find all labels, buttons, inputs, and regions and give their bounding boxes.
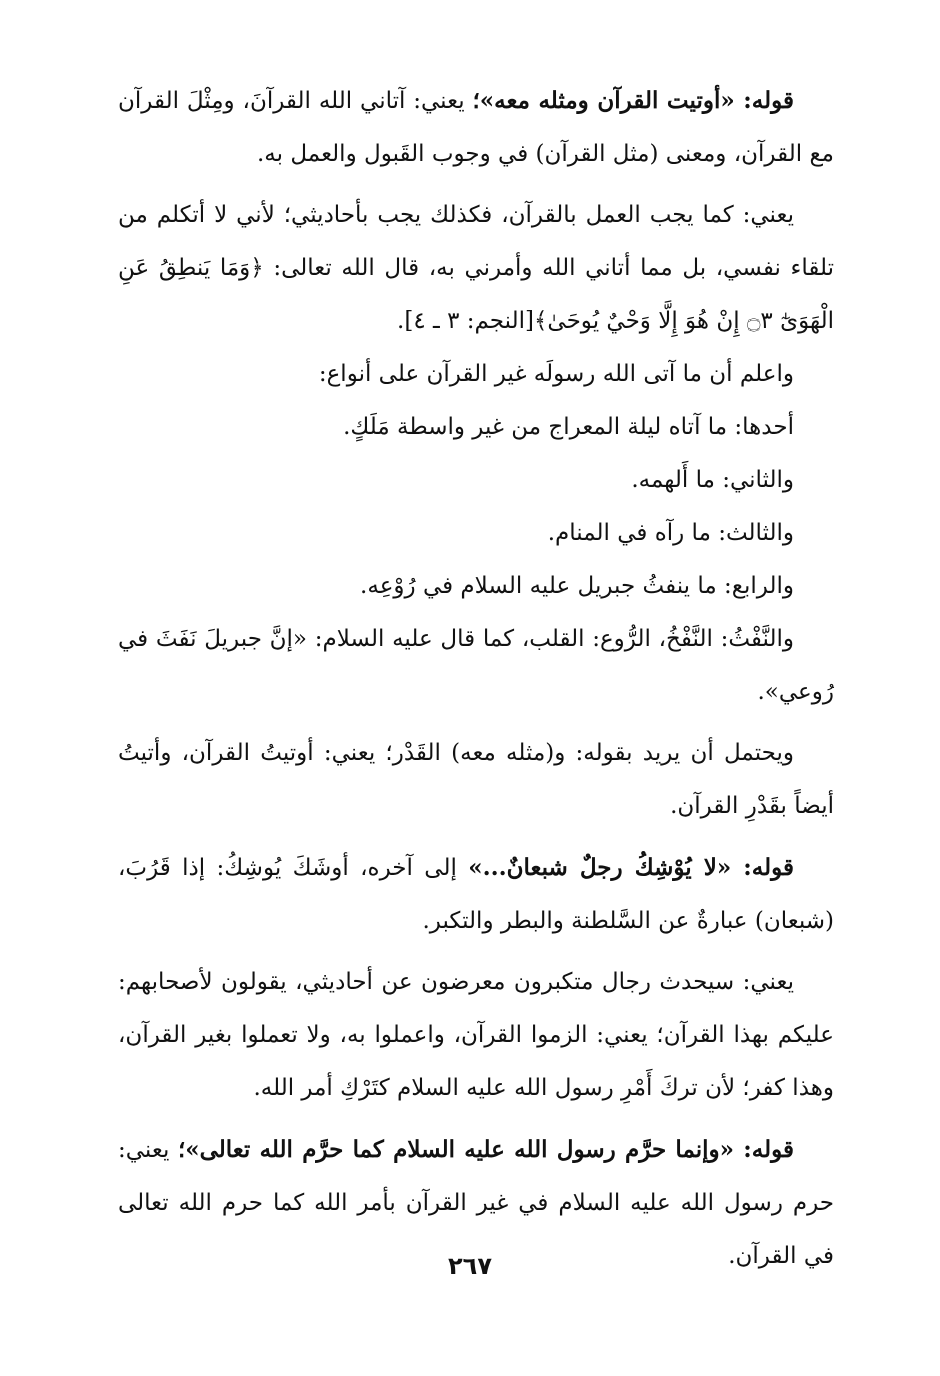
list-item-2: والثاني: ما أَلهمه.	[631, 467, 794, 493]
paragraph-1	[118, 74, 834, 181]
paragraph-3	[118, 613, 834, 719]
page-body	[118, 74, 834, 1283]
paragraph-lead: قوله: «لا يُوْشِكُ رجلٌ شبعانٌ...»	[468, 854, 794, 881]
paragraph-text: يعني: حرم رسول الله عليه السلام في غير القرآن بأمر الله كما حرم الله تعالى في القرآن.	[118, 1137, 834, 1269]
intro-line: واعلم أن ما آتى الله رسولَه غير القرآن على أنواع:	[318, 361, 794, 387]
list-item-3: والثالث: ما رآه في المنام.	[547, 520, 794, 546]
paragraph-lead: قوله: «وإنما حرَّم رسول الله عليه السلام كما حرَّم الله تعالى»؛	[177, 1136, 794, 1163]
paragraph-4	[118, 727, 834, 833]
paragraph-text: يعني: سيحدث رجال متكبرون معرضون عن أحاديثي، يقولون لأصحابهم: عليكم بهذا القرآن؛ يعني: الزموا القرآن، واعملوا به، ولا تعملوا بغير القرآن، وهذا كفر؛ لأن تركَ أَمْرِ رسول الله عليه السلام كتَرْكِ أمر الله.	[118, 969, 834, 1101]
paragraph-text: يعني: آتاني الله القرآنَ، ومِثْلَ القرآن مع القرآن، ومعنى (مثل القرآن) في وجوب القَبول والعمل به.	[118, 88, 834, 167]
paragraph-lead: قوله: «أوتيت القرآن ومثله معه»؛	[472, 87, 794, 114]
paragraph-2	[118, 189, 834, 348]
paragraph-text: يعني: كما يجب العمل بالقرآن، فكذلك يجب بأحاديثي؛ لأني لا أتكلم من تلقاء نفسي، بل مما أتاني الله وأمرني به، قال الله تعالى: ﴿وَمَا يَنطِقُ عَنِ الْهَوَىٰٓ ۝٣ إِنْ هُوَ إِلَّا وَحْيٌ يُوحَىٰ﴾[النجم: ٣ ـ ٤].	[118, 202, 834, 334]
paragraph-text: إلى آخره، أوشَكَ يُوشِكُ: إذا قَرُبَ، (شبعان) عبارةٌ عن السَّلطنة والبطر والتكبر.	[118, 855, 834, 934]
list-item-4: والرابع: ما ينفثُ جبريل عليه السلام في رُوْعِه.	[360, 573, 794, 599]
paragraph-6	[118, 956, 834, 1115]
paragraph-text: والنَّفْثُ: النَّفْخُ، الرُّوع: القلب، كما قال عليه السلام: «إنَّ جبريلَ نَفَثَ في رُوعي».	[118, 626, 834, 705]
page-number: ٢٦٧	[448, 1252, 492, 1280]
list-item-1: أحدها: ما آتاه ليلة المعراج من غير واسطة مَلَكٍ.	[343, 414, 794, 440]
paragraph-5	[118, 841, 834, 948]
paragraph-text: ويحتمل أن يريد بقوله: و(مثله معه) القَدْر؛ يعني: أوتيتُ القرآن، وأتيتُ أيضاً بقَدْرِ القرآن.	[118, 740, 834, 819]
